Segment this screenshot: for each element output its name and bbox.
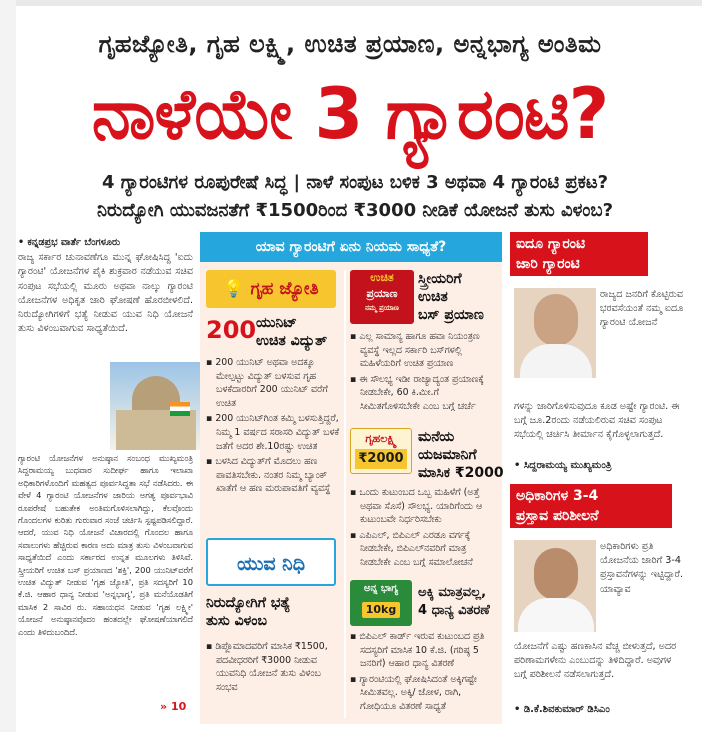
- quote2-signature: • ಡಿ.ಕೆ.ಶಿವಕುಮಾರ್ ಡಿಸಿಎಂ: [514, 704, 610, 715]
- quote2-text: ಯೋಜನೆಗೆ ಎಷ್ಟು ಹಣಕಾಸಿನ ವೆಚ್ಚ ಬೀಳುತ್ತದೆ, ಅದರ ಪರಿಣಾಮಗಳೇನು ಎಂಬುದನ್ನು ತಿಳಿದಿದ್ದಾರೆ. ಅವುಗಳ ಬಗ್ಗೆ ಪರಿಶೀಲನೆ ನಡೆಸಲಾಗುತ್ತದೆ.: [514, 641, 677, 681]
- list-item: ▪ ಗ್ಯಾರಂಟಿಯಲ್ಲಿ ಘೋಷಿಸಿದಂತೆ ಅಕ್ಕಿಗಷ್ಟೇ ಸೀಮಿತವಲ್ಲ. ಅಕ್ಕಿ/ ಜೋಳ, ರಾಗಿ, ಗೋಧಿಯೂ ವಿತರಣೆ ಸಾಧ್ಯತೆ: [350, 673, 477, 712]
- shivakumar-photo: [514, 540, 596, 632]
- g2-bullets: [350, 330, 498, 416]
- g5-title-line2: 4 ಧಾನ್ಯ ವಿತರಣೆ: [418, 603, 490, 618]
- dateline: • ಕನ್ನಡಪ್ರಭ ವಾರ್ತೆ ಬೆಂಗಳೂರು: [18, 237, 121, 248]
- g5-title-line1: ಅಕ್ಕಿ ಮಾತ್ರವಲ್ಲ,: [418, 585, 487, 600]
- story-body: [18, 452, 193, 716]
- siddaramaiah-photo: [514, 288, 596, 378]
- logo-line-2: ಪ್ರಯಾಣ: [366, 287, 398, 300]
- g4-bullets: [206, 640, 340, 696]
- heading-line-2: ಪ್ರಸ್ತಾವ ಪರಿಶೀಲನೆ: [516, 508, 599, 524]
- logo-amount: ₹2000: [355, 449, 407, 469]
- shivakumar-quote-heading: [510, 484, 672, 528]
- g1-bullet-1: 200 ಯುನಿಟ್ ಅಥವಾ ಅದಕ್ಕೂ ಮೇಲ್ಪಟ್ಟು ವಿದ್ಯುತ್ ಬಳಸುವ ಗೃಹ ಬಳಕೆದಾರರಿಗೆ 200 ಯುನಿಟ್ ವರೆಗೆ ಉಚಿತ: [215, 357, 328, 409]
- quote1-text: ಗಳನ್ನು ಜಾರಿಗೊಳಿಸುವುದೂ ಕೂಡ ಅಷ್ಟೇ ಗ್ಯಾರಂಟಿ. ಈ ಬಗ್ಗೆ ಜೂ.2ರಂದು ನಡೆಯಲಿರುವ ಸಚಿವ ಸಂಪುಟ ಸಭೆಯಲ್ಲಿ ಚರ್ಚಿಸಿ ತೀರ್ಮಾನ ಕೈಗೊಳ್ಳಲಾಗುತ್ತದೆ.: [514, 401, 680, 441]
- g2-bullet-2: ಈ ಸೌಲಭ್ಯ ಇಡೀ ರಾಜ್ಯಾದ್ಯಂತ ಪ್ರಯಾಣಕ್ಕೆ ನೀಡಬೇಕೇ, 60 ಕಿ.ಮೀ.ಗೆ ಸೀಮಿತಗೊಳಿಸಬೇಕೇ ಎಂಬ ಬಗ್ಗೆ ಚರ್ಚೆ: [359, 373, 484, 412]
- heading-line-1: ಅಧಿಕಾರಿಗಳ 3-4: [516, 488, 599, 504]
- list-item: ▪ ಡಿಪ್ಲೊಮಾದವರಿಗೆ ಮಾಸಿಕ ₹1500, ಪದವೀಧರರಿಗೆ ₹3000 ನೀಡುವ ಯುವನಿಧಿ ಯೋಜನೆ ತುಸು ವಿಳಂಬ ಸಂಭವ: [206, 641, 328, 693]
- g3-bullet-1: ಒಂದು ಕುಟುಂಬದ ಒಬ್ಬ ಮಹಿಳೆಗೆ (ಅತ್ತೆ ಅಥವಾ ಸೊಸೆ) ಸೌಲಭ್ಯ. ಯಾರಿಗೆಂದು ಆ ಕುಟುಂಬವೇ ನಿರ್ಧರಿಸಬೇಕು: [359, 487, 483, 526]
- list-item: ▪ 200 ಯುನಿಟ್‌ಗಿಂತ ಕಮ್ಮಿ ಬಳಸುತ್ತಿದ್ದರೆ, ನಿಮ್ಮ 1 ವರ್ಷದ ಸರಾಸರಿ ವಿದ್ಯುತ್ ಬಳಕೆ ಜತೆಗೆ ಅದರ ಶೇ.10ರಷ್ಟು ಉಚಿತ: [206, 413, 340, 452]
- list-item: ▪ ಈ ಸೌಲಭ್ಯ ಇಡೀ ರಾಜ್ಯಾದ್ಯಂತ ಪ್ರಯಾಣಕ್ಕೆ ನೀಡಬೇಕೇ, 60 ಕಿ.ಮೀ.ಗೆ ಸೀಮಿತಗೊಳಿಸಬೇಕೇ ಎಂಬ ಬಗ್ಗೆ ಚರ್ಚೆ: [350, 373, 484, 412]
- logo-text: ಗೃಹಲಕ್ಷ್ಮಿ: [365, 432, 397, 445]
- kicker: ಗೃಹಜ್ಯೋತಿ, ಗೃಹ ಲಕ್ಷ್ಮಿ, ಉಚಿತ ಪ್ರಯಾಣ, ಅನ್ನಭಾಗ್ಯ ಅಂತಿಮ: [98, 30, 602, 58]
- lead-story: [18, 236, 193, 337]
- uchita-prayana-logo: [350, 270, 414, 324]
- list-item: ▪ ಒಂದು ಕುಟುಂಬದ ಒಬ್ಬ ಮಹಿಳೆಗೆ (ಅತ್ತೆ ಅಥವಾ ಸೊಸೆ) ಸೌಲಭ್ಯ. ಯಾರಿಗೆಂದು ಆ ಕುಟುಂಬವೇ ನಿರ್ಧರಿಸಬೇಕು: [350, 487, 483, 526]
- lead-paragraph: ರಾಜ್ಯ ಸರ್ಕಾರ ಚುನಾವಣೆಗೂ ಮುನ್ನ ಘೋಷಿಸಿದ್ದ 'ಐದು ಗ್ಯಾರಂಟಿ' ಯೋಜನೆಗಳ ಪೈಕಿ ಶುಕ್ರವಾರ ನಡೆಯುವ ಸಚಿವ ಸಂಪುಟ ಸಭೆಯಲ್ಲಿ ಮೂರು ಅಥವಾ ನಾಲ್ಕು ಗ್ಯಾರಂಟಿ ಯೋಜನೆಗಳ ಅಧಿಕೃತ ಜಾರಿ ಘೋಷಣೆ ಹೊರಬೀಳಲಿದೆ. ನಿರುದ್ಯೋಗಿಗಳಿಗೆ ಭತ್ಯೆ ನೀಡುವ ಯುವ ನಿಧಿ ಯೋಜನೆ ತುಸು ವಿಳಂಬವಾಗುವ ಸಾಧ್ಯತೆಯಿದೆ.: [18, 252, 193, 335]
- deck-line-2: ನಿರುದ್ಯೋಗಿ ಯುವಜನತೆಗೆ ₹1500ರಿಂದ ₹3000 ನೀಡಿಕೆ ಯೋಜನೆ ತುಸು ವಿಳಂಬ?: [96, 200, 614, 221]
- g2-bullet-1: ಎಲ್ಲ ಸಾಮಾನ್ಯ ಹಾಗೂ ಹವಾ ನಿಯಂತ್ರಣ ವ್ಯವಸ್ಥೆ ಇಲ್ಲದ ಸರ್ಕಾರಿ ಬಸ್‌ಗಳಲ್ಲಿ ಮಹಿಳೆಯರಿಗೆ ಉಚಿತ ಪ್ರಯಾಣ: [359, 331, 480, 370]
- jump-page: » 10: [160, 700, 187, 713]
- list-item: ▪ ಎಲ್ಲ ಸಾಮಾನ್ಯ ಹಾಗೂ ಹವಾ ನಿಯಂತ್ರಣ ವ್ಯವಸ್ಥೆ ಇಲ್ಲದ ಸರ್ಕಾರಿ ಬಸ್‌ಗಳಲ್ಲಿ ಮಹಿಳೆಯರಿಗೆ ಉಚಿತ ಪ್ರಯಾಣ: [350, 331, 480, 370]
- g3-bullet-2: ಎಪಿಎಲ್, ಬಿಪಿಎಲ್ ಎರಡೂ ವರ್ಗಕ್ಕೆ ನೀಡಬೇಕೇ, ಬಿಪಿಎಲ್‌ನವರಿಗೆ ಮಾತ್ರ ನೀಡಬೇಕೇ ಎಂಬ ಬಗ್ಗೆ ಸಮಾಲೋಚನೆ: [359, 529, 473, 568]
- g1-title-line1: ಯುನಿಟ್: [256, 315, 297, 331]
- anna-bhagya-logo: [350, 580, 412, 626]
- left-margin: [0, 0, 16, 732]
- g2-title-line1: ಸ್ತ್ರೀಯರಿಗೆ: [418, 271, 462, 287]
- logo-line-1: ಉಚಿತ: [370, 271, 394, 284]
- g4-title-line1: ನಿರುದ್ಯೋಗಿಗೆ ಭತ್ಯೆ: [206, 595, 291, 611]
- g1-bullets: [206, 356, 340, 498]
- headline: ನಾಳೆಯೇ 3 ಗ್ಯಾರಂಟಿ?: [91, 73, 609, 155]
- deck-line-1: 4 ಗ್ಯಾರಂಟಿಗಳ ರೂಪುರೇಷೆ ಸಿದ್ಧ | ನಾಳೆ ಸಂಪುಟ ಬಳಿಕ 3 ಅಥವಾ 4 ಗ್ಯಾರಂಟಿ ಪ್ರಕಟ?: [101, 172, 609, 193]
- heading-line-1: ಐದೂ ಗ್ಯಾರಂಟಿ: [516, 236, 586, 252]
- g2-title-line3: ಬಸ್ ಪ್ರಯಾಣ: [418, 307, 484, 323]
- list-item: ▪ ಬಿಪಿಎಲ್ ಕಾರ್ಡ್ ಇರುವ ಕುಟುಂಬದ ಪ್ರತಿ ಸದಸ್ಯರಿಗೆ ಮಾಸಿಕ 10 ಕೆ.ಜಿ. (ಗರಿಷ್ಠ 5 ಜನರಿಗೆ) ಆಹಾರ ಧಾನ್ಯ ವಿತರಣೆ: [350, 631, 485, 670]
- g2-title-line2: ಉಚಿತ: [418, 289, 448, 305]
- gruha-lakshmi-logo: [350, 428, 412, 474]
- g4-bullet-1: ಡಿಪ್ಲೊಮಾದವರಿಗೆ ಮಾಸಿಕ ₹1500, ಪದವೀಧರರಿಗೆ ₹3000 ನೀಡುವ ಯುವನಿಧಿ ಯೋಜನೆ ತುಸು ವಿಳಂಬ ಸಂಭವ: [215, 641, 328, 693]
- heading-line-2: ಜಾರಿ ಗ್ಯಾರಂಟಿ: [516, 256, 580, 272]
- g5-bullet-1: ಬಿಪಿಎಲ್ ಕಾರ್ಡ್ ಇರುವ ಕುಟುಂಬದ ಪ್ರತಿ ಸದಸ್ಯರಿಗೆ ಮಾಸಿಕ 10 ಕೆ.ಜಿ. (ಗರಿಷ್ಠ 5 ಜನರಿಗೆ) ಆಹಾರ ಧಾನ್ಯ ವಿತರಣೆ: [359, 631, 485, 670]
- list-item: ▪ ಎಪಿಎಲ್, ಬಿಪಿಎಲ್ ಎರಡೂ ವರ್ಗಕ್ಕೆ ನೀಡಬೇಕೇ, ಬಿಪಿಎಲ್‌ನವರಿಗೆ ಮಾತ್ರ ನೀಡಬೇಕೇ ಎಂಬ ಬಗ್ಗೆ ಸಮಾಲೋಚನೆ: [350, 529, 473, 568]
- g3-title-line1: ಮನೆಯ: [418, 429, 455, 445]
- jump-page-number: 10: [170, 700, 187, 713]
- quote1-side: ರಾಜ್ಯದ ಜನರಿಗೆ ಕೊಟ್ಟಿರುವ ಭರವಸೆಯಂತೆ ನಮ್ಮ ಐದೂ ಗ್ಯಾರಂಟಿ ಯೋಜನೆ: [600, 289, 684, 329]
- g1-big-number: 200: [206, 316, 257, 344]
- list-item: ▪ 200 ಯುನಿಟ್ ಅಥವಾ ಅದಕ್ಕೂ ಮೇಲ್ಪಟ್ಟು ವಿದ್ಯುತ್ ಬಳಸುವ ಗೃಹ ಬಳಕೆದಾರರಿಗೆ 200 ಯುನಿಟ್ ವರೆಗೆ ಉಚಿತ: [206, 357, 328, 409]
- gruha-jyothi-logo-text: ಗೃಹ ಜ್ಯೋತಿ: [250, 279, 319, 299]
- g5-bullets: [350, 630, 498, 716]
- logo-badge: 10kg: [362, 602, 401, 618]
- gruha-jyothi-logo: 💡 ಗೃಹ ಜ್ಯೋತಿ: [206, 270, 336, 308]
- vidhana-soudha-photo: [110, 362, 202, 450]
- list-item: ▪ ಬಳಸಿದ ವಿದ್ಯುತ್‌ಗೆ ಮೊದಲು ಹಣ ಪಾವತಿಸಬೇಕು. ನಂತರ ನಿಮ್ಮ ಬ್ಯಾಂಕ್ ಖಾತೆಗೆ ಆ ಹಣ ಮರುಪಾವತಿಗೆ ವ್ಯವಸ್ಥೆ: [206, 456, 331, 495]
- g3-bullets: [350, 486, 498, 572]
- siddaramaiah-quote-heading: [510, 232, 648, 276]
- g5-bullet-2: ಗ್ಯಾರಂಟಿಯಲ್ಲಿ ಘೋಷಿಸಿದಂತೆ ಅಕ್ಕಿಗಷ್ಟೇ ಸೀಮಿತವಲ್ಲ. ಅಕ್ಕಿ/ ಜೋಳ, ರಾಗಿ, ಗೋಧಿಯೂ ವಿತರಣೆ ಸಾಧ್ಯತೆ: [359, 673, 477, 712]
- g3-title-line3: ಮಾಸಿಕ ₹2000: [418, 465, 504, 481]
- panel-divider: [344, 270, 346, 718]
- g1-title-line2: ಉಚಿತ ವಿದ್ಯುತ್: [256, 333, 328, 349]
- g1-bullet-2: 200 ಯುನಿಟ್‌ಗಿಂತ ಕಮ್ಮಿ ಬಳಸುತ್ತಿದ್ದರೆ, ನಿಮ್ಮ 1 ವರ್ಷದ ಸರಾಸರಿ ವಿದ್ಯುತ್ ಬಳಕೆ ಜತೆಗೆ ಅದರ ಶೇ.10ರಷ್ಟು ಉಚಿತ: [215, 413, 340, 452]
- logo-text: ಅನ್ನ ಭಾಗ್ಯ: [363, 583, 399, 594]
- g4-title-line2: ತುಸು ವಿಳಂಬ: [206, 613, 267, 629]
- g1-bullet-3: ಬಳಸಿದ ವಿದ್ಯುತ್‌ಗೆ ಮೊದಲು ಹಣ ಪಾವತಿಸಬೇಕು. ನಂತರ ನಿಮ್ಮ ಬ್ಯಾಂಕ್ ಖಾತೆಗೆ ಆ ಹಣ ಮರುಪಾವತಿಗೆ ವ್ಯವಸ್ಥೆ: [215, 456, 331, 495]
- quote2-side: ಅಧಿಕಾರಿಗಳು ಪ್ರತಿ ಯೋಜನೆಯ ಜಾರಿಗೆ 3-4 ಪ್ರಸ್ತಾವನೆಗಳನ್ನು ಇಟ್ಟಿದ್ದಾರೆ. ಯಾವ್ಯಾವ: [600, 541, 684, 595]
- body-paragraph: ಗ್ಯಾರಂಟಿ ಯೋಜನೆಗಳ ಅನುಷ್ಠಾನ ಸಂಬಂಧ ಮುಖ್ಯಮಂತ್ರಿ ಸಿದ್ದರಾಮಯ್ಯ ಬುಧವಾರ ಸುದೀರ್ಘ ಹಾಗೂ ಇಲಾಖಾ ಅಧಿಕಾರಿಗಳೊಂದಿಗೆ ಮಹತ್ವದ ಪೂರ್ವಸಿದ್ಧತಾ ಸಭೆ ನಡೆಸಿದರು. ಈ ವೇಳೆ 4 ಗ್ಯಾರಂಟಿ ಯೋಜನೆಗಳ ಜಾರಿಯ ಅಗತ್ಯ ಪೂರ್ವಭಾವಿ ರೂಪರೇಷೆ ಬಹುತೇಕ ಅಂತಿಮಗೊಳಿಸಲಾಗಿದ್ದು, ಕೆಲವೊಂದು ಗೊಂದಲಗಳ ಕುರಿತು ಗುರುವಾರ ಸಂಜೆ ಚರ್ಚಿಸಿ ಸ್ಪಷ್ಟಪಡಿಸಲಿದ್ದಾರೆ. ಆದರೆ, ಯುವ ನಿಧಿ ಯೋಜನೆ ವಿಚಾರದಲ್ಲಿ ಗೊಂದಲ ಹಾಗೂ ಸವಾಲುಗಳು ಹೆಚ್ಚಿರುವ ಕಾರಣ ಅದು ಮಾತ್ರ ತುಸು ವಿಳಂಬವಾಗುವ ಸಾಧ್ಯತೆಯಿದೆ ಎಂದು ಸರ್ಕಾರದ ಉನ್ನತ ಮೂಲಗಳು ತಿಳಿಸಿವೆ. ಸ್ತ್ರೀಯರಿಗೆ ಉಚಿತ ಬಸ್ ಪ್ರಯಾಣದ 'ಶಕ್ತಿ', 200 ಯುನಿಟ್‌ವರೆಗೆ ಉಚಿತ ವಿದ್ಯುತ್ ನೀಡುವ 'ಗೃಹ ಜ್ಯೋತಿ', ಪ್ರತಿ ಸದಸ್ಯರಿಗೆ 10 ಕೆ.ಜಿ. ಆಹಾರ ಧಾನ್ಯ ನೀಡುವ 'ಅನ್ನಭಾಗ್ಯ', ಪ್ರತಿ ಮನೆಯೊಡತಿಗೆ ಮಾಸಿಕ 2 ಸಾವಿರ ರು. ಸಹಾಯಧನ ನೀಡುವ 'ಗೃಹ ಲಕ್ಷ್ಮೀ' ಯೋಜನೆ ಅನುಷ್ಠಾನವೊದಂ ಹಂತದಲ್ಲೇ ಘೋಷಣೆಯಾಗಲಿದೆ ಎಂದು ತಿಳಿದುಬಂದಿದೆ.: [18, 453, 193, 637]
- g3-title-line2: ಯಜಮಾನಿಗೆ: [418, 447, 477, 463]
- quote1-signature: • ಸಿದ್ದರಾಮಯ್ಯ ಮುಖ್ಯಮಂತ್ರಿ: [514, 460, 612, 471]
- yuva-nidhi-logo: ಯುವ ನಿಧಿ: [206, 538, 336, 586]
- top-rule: [0, 0, 702, 6]
- panel-header: ಯಾವ ಗ್ಯಾರಂಟಿಗೆ ಏನು ನಿಯಮ ಸಾಧ್ಯತೆ?: [200, 232, 502, 262]
- logo-line-3: ನಮ್ಮ ಪ್ರಯಾಣ: [365, 304, 399, 312]
